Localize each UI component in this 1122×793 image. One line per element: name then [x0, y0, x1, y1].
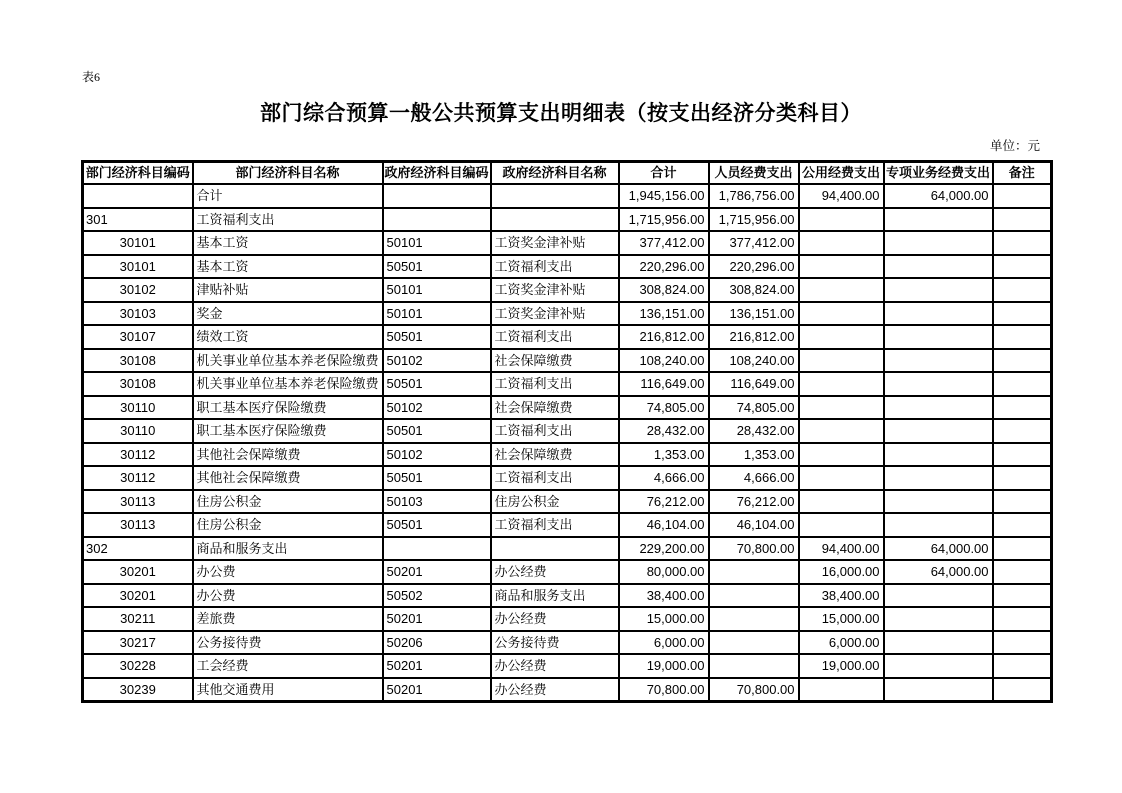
table-cell: 108,240.00	[619, 349, 709, 373]
table-cell: 30211	[83, 607, 193, 631]
table-cell: 19,000.00	[619, 654, 709, 678]
table-row	[83, 607, 1052, 631]
table-cell: 30112	[83, 466, 193, 490]
table-cell	[993, 396, 1052, 420]
table-cell	[993, 537, 1052, 561]
table-cell: 38,400.00	[619, 584, 709, 608]
table-row	[83, 560, 1052, 584]
table-cell: 50501	[383, 255, 491, 279]
table-cell: 19,000.00	[799, 654, 884, 678]
table-cell: 116,649.00	[619, 372, 709, 396]
table-cell	[884, 654, 993, 678]
table-cell: 30108	[83, 349, 193, 373]
table-cell: 30102	[83, 278, 193, 302]
table-cell: 94,400.00	[799, 184, 884, 208]
table-row	[83, 255, 1052, 279]
table-row	[83, 443, 1052, 467]
table-cell: 30201	[83, 560, 193, 584]
table-cell	[799, 443, 884, 467]
table-row	[83, 466, 1052, 490]
table-cell	[993, 372, 1052, 396]
table-cell: 工资福利支出	[491, 419, 619, 443]
table-cell	[993, 466, 1052, 490]
table-cell: 公务接待费	[193, 631, 383, 655]
table-cell: 职工基本医疗保险缴费	[193, 419, 383, 443]
table-cell: 50102	[383, 396, 491, 420]
table-cell: 其他社会保障缴费	[193, 466, 383, 490]
table-cell: 216,812.00	[619, 325, 709, 349]
table-cell: 30110	[83, 419, 193, 443]
table-cell: 工资奖金津补贴	[491, 231, 619, 255]
table-cell	[884, 631, 993, 655]
table-cell: 工资福利支出	[193, 208, 383, 232]
column-header: 部门经济科目名称	[193, 162, 383, 185]
table-cell: 津贴补贴	[193, 278, 383, 302]
table-cell: 1,715,956.00	[619, 208, 709, 232]
table-cell: 50102	[383, 349, 491, 373]
table-cell	[799, 396, 884, 420]
table-cell	[993, 349, 1052, 373]
table-cell: 50103	[383, 490, 491, 514]
table-header-row	[83, 162, 1052, 185]
table-cell: 116,649.00	[709, 372, 799, 396]
table-cell: 公务接待费	[491, 631, 619, 655]
table-cell: 工资福利支出	[491, 325, 619, 349]
table-cell: 74,805.00	[709, 396, 799, 420]
table-cell: 职工基本医疗保险缴费	[193, 396, 383, 420]
table-cell	[799, 490, 884, 514]
table-cell: 16,000.00	[799, 560, 884, 584]
table-cell: 机关事业单位基本养老保险缴费	[193, 349, 383, 373]
table-row	[83, 537, 1052, 561]
table-cell: 30239	[83, 678, 193, 702]
column-header: 政府经济科目编码	[383, 162, 491, 185]
table-cell: 64,000.00	[884, 184, 993, 208]
table-cell: 308,824.00	[619, 278, 709, 302]
table-cell: 302	[83, 537, 193, 561]
table-cell	[884, 443, 993, 467]
table-row	[83, 513, 1052, 537]
table-cell	[993, 513, 1052, 537]
page-title: 部门综合预算一般公共预算支出明细表（按支出经济分类科目）	[260, 101, 862, 125]
table-cell	[491, 184, 619, 208]
table-cell: 奖金	[193, 302, 383, 326]
table-cell: 15,000.00	[619, 607, 709, 631]
table-cell: 30113	[83, 513, 193, 537]
table-cell: 机关事业单位基本养老保险缴费	[193, 372, 383, 396]
table-row	[83, 208, 1052, 232]
table-cell: 76,212.00	[619, 490, 709, 514]
table-cell	[993, 278, 1052, 302]
table-cell: 216,812.00	[709, 325, 799, 349]
table-cell	[884, 396, 993, 420]
table-cell	[383, 537, 491, 561]
table-cell	[884, 584, 993, 608]
table-cell: 工会经费	[193, 654, 383, 678]
column-header: 政府经济科目名称	[491, 162, 619, 185]
table-row	[83, 396, 1052, 420]
table-cell: 136,151.00	[709, 302, 799, 326]
table-cell: 社会保障缴费	[491, 443, 619, 467]
table-cell: 30217	[83, 631, 193, 655]
table-cell: 基本工资	[193, 231, 383, 255]
table-cell	[884, 302, 993, 326]
table-cell: 46,104.00	[619, 513, 709, 537]
table-row	[83, 278, 1052, 302]
table-cell: 50501	[383, 372, 491, 396]
table-cell: 社会保障缴费	[491, 396, 619, 420]
table-row	[83, 631, 1052, 655]
table-cell: 住房公积金	[193, 490, 383, 514]
table-cell: 377,412.00	[709, 231, 799, 255]
table-cell	[884, 678, 993, 702]
table-cell: 工资奖金津补贴	[491, 278, 619, 302]
table-cell	[884, 466, 993, 490]
table-cell: 办公经费	[491, 560, 619, 584]
table-cell: 70,800.00	[709, 537, 799, 561]
table-cell	[709, 654, 799, 678]
table-cell: 28,432.00	[709, 419, 799, 443]
table-cell: 工资奖金津补贴	[491, 302, 619, 326]
table-cell	[491, 537, 619, 561]
table-cell: 50502	[383, 584, 491, 608]
table-cell	[884, 607, 993, 631]
table-row	[83, 372, 1052, 396]
table-cell	[993, 208, 1052, 232]
table-cell	[799, 255, 884, 279]
table-cell: 94,400.00	[799, 537, 884, 561]
table-cell: 50102	[383, 443, 491, 467]
column-header: 专项业务经费支出	[884, 162, 993, 185]
table-cell	[884, 325, 993, 349]
table-body	[83, 184, 1052, 702]
table-cell: 1,945,156.00	[619, 184, 709, 208]
table-cell: 办公经费	[491, 607, 619, 631]
table-cell	[993, 584, 1052, 608]
table-cell: 30103	[83, 302, 193, 326]
table-cell	[799, 208, 884, 232]
table-row	[83, 490, 1052, 514]
table-cell	[884, 372, 993, 396]
table-cell: 50201	[383, 560, 491, 584]
table-cell: 30110	[83, 396, 193, 420]
table-cell: 50101	[383, 278, 491, 302]
table-cell: 30101	[83, 231, 193, 255]
table-cell: 64,000.00	[884, 537, 993, 561]
table-cell: 136,151.00	[619, 302, 709, 326]
table-cell	[993, 607, 1052, 631]
table-cell: 1,353.00	[619, 443, 709, 467]
table-cell	[993, 490, 1052, 514]
table-cell	[993, 302, 1052, 326]
table-cell	[884, 513, 993, 537]
table-cell: 50101	[383, 231, 491, 255]
table-cell	[993, 443, 1052, 467]
table-cell: 76,212.00	[709, 490, 799, 514]
table-cell	[993, 678, 1052, 702]
table-cell: 30113	[83, 490, 193, 514]
table-cell: 377,412.00	[619, 231, 709, 255]
table-cell	[799, 372, 884, 396]
table-cell: 50201	[383, 678, 491, 702]
table-cell: 差旅费	[193, 607, 383, 631]
column-header: 合计	[619, 162, 709, 185]
table-cell: 工资福利支出	[491, 513, 619, 537]
table-cell: 28,432.00	[619, 419, 709, 443]
table-cell: 50501	[383, 325, 491, 349]
table-cell: 108,240.00	[709, 349, 799, 373]
table-cell	[993, 654, 1052, 678]
table-cell: 4,666.00	[709, 466, 799, 490]
table-cell: 30101	[83, 255, 193, 279]
table-cell	[993, 231, 1052, 255]
table-cell	[799, 678, 884, 702]
table-cell: 合计	[193, 184, 383, 208]
table-row	[83, 184, 1052, 208]
table-cell: 1,786,756.00	[709, 184, 799, 208]
table-cell	[884, 278, 993, 302]
table-cell: 住房公积金	[193, 513, 383, 537]
table-cell	[884, 419, 993, 443]
table-cell	[799, 349, 884, 373]
table-cell	[884, 490, 993, 514]
table-cell	[993, 419, 1052, 443]
table-cell	[799, 278, 884, 302]
table-cell	[884, 349, 993, 373]
table-row	[83, 654, 1052, 678]
table-cell: 301	[83, 208, 193, 232]
table-cell: 其他交通费用	[193, 678, 383, 702]
table-cell: 30107	[83, 325, 193, 349]
column-header: 备注	[993, 162, 1052, 185]
table-cell: 80,000.00	[619, 560, 709, 584]
table-row	[83, 419, 1052, 443]
table-cell: 绩效工资	[193, 325, 383, 349]
table-cell	[884, 255, 993, 279]
table-cell: 30108	[83, 372, 193, 396]
table-cell: 70,800.00	[619, 678, 709, 702]
table-cell: 商品和服务支出	[491, 584, 619, 608]
table-cell	[383, 184, 491, 208]
table-cell: 220,296.00	[619, 255, 709, 279]
table-cell	[799, 466, 884, 490]
table-cell: 办公经费	[491, 678, 619, 702]
table-cell: 50201	[383, 607, 491, 631]
table-row	[83, 302, 1052, 326]
table-cell	[709, 560, 799, 584]
table-cell: 商品和服务支出	[193, 537, 383, 561]
table-cell	[884, 231, 993, 255]
table-cell: 1,715,956.00	[709, 208, 799, 232]
table-cell	[799, 325, 884, 349]
table-cell: 50206	[383, 631, 491, 655]
table-cell	[709, 584, 799, 608]
table-cell: 50501	[383, 513, 491, 537]
table-cell: 其他社会保障缴费	[193, 443, 383, 467]
table-cell	[799, 302, 884, 326]
table-row	[83, 349, 1052, 373]
column-header: 人员经费支出	[709, 162, 799, 185]
table-cell	[709, 631, 799, 655]
table-cell	[993, 325, 1052, 349]
table-cell: 办公费	[193, 560, 383, 584]
table-cell: 38,400.00	[799, 584, 884, 608]
table-row	[83, 325, 1052, 349]
table-cell: 46,104.00	[709, 513, 799, 537]
table-cell	[993, 560, 1052, 584]
table-cell: 70,800.00	[709, 678, 799, 702]
table-cell: 229,200.00	[619, 537, 709, 561]
table-cell: 15,000.00	[799, 607, 884, 631]
budget-table	[81, 160, 1053, 703]
table-cell	[491, 208, 619, 232]
table-cell: 30201	[83, 584, 193, 608]
table-cell: 基本工资	[193, 255, 383, 279]
table-cell: 6,000.00	[619, 631, 709, 655]
table-cell: 64,000.00	[884, 560, 993, 584]
table-cell	[83, 184, 193, 208]
table-cell: 50501	[383, 466, 491, 490]
table-cell: 220,296.00	[709, 255, 799, 279]
table-cell	[993, 184, 1052, 208]
table-cell	[884, 208, 993, 232]
table-cell: 工资福利支出	[491, 372, 619, 396]
table-cell	[993, 255, 1052, 279]
table-cell: 50201	[383, 654, 491, 678]
column-header: 部门经济科目编码	[83, 162, 193, 185]
unit-label: 单位：元	[989, 139, 1040, 153]
table-cell: 社会保障缴费	[491, 349, 619, 373]
table-cell: 50101	[383, 302, 491, 326]
table-cell: 办公经费	[491, 654, 619, 678]
table-cell	[709, 607, 799, 631]
table-cell: 工资福利支出	[491, 466, 619, 490]
table-cell	[799, 231, 884, 255]
table-row	[83, 231, 1052, 255]
table-cell: 1,353.00	[709, 443, 799, 467]
table-cell: 308,824.00	[709, 278, 799, 302]
table-cell: 住房公积金	[491, 490, 619, 514]
table-cell: 50501	[383, 419, 491, 443]
table-cell	[799, 419, 884, 443]
table-cell: 办公费	[193, 584, 383, 608]
table-cell: 30228	[83, 654, 193, 678]
table-cell: 30112	[83, 443, 193, 467]
table-cell: 4,666.00	[619, 466, 709, 490]
table-row	[83, 678, 1052, 702]
table-cell: 工资福利支出	[491, 255, 619, 279]
table-row	[83, 584, 1052, 608]
sheet-number-label: 表6	[82, 70, 101, 84]
table-cell	[799, 513, 884, 537]
table-cell	[993, 631, 1052, 655]
table-cell	[383, 208, 491, 232]
table-cell: 6,000.00	[799, 631, 884, 655]
column-header: 公用经费支出	[799, 162, 884, 185]
table-cell: 74,805.00	[619, 396, 709, 420]
